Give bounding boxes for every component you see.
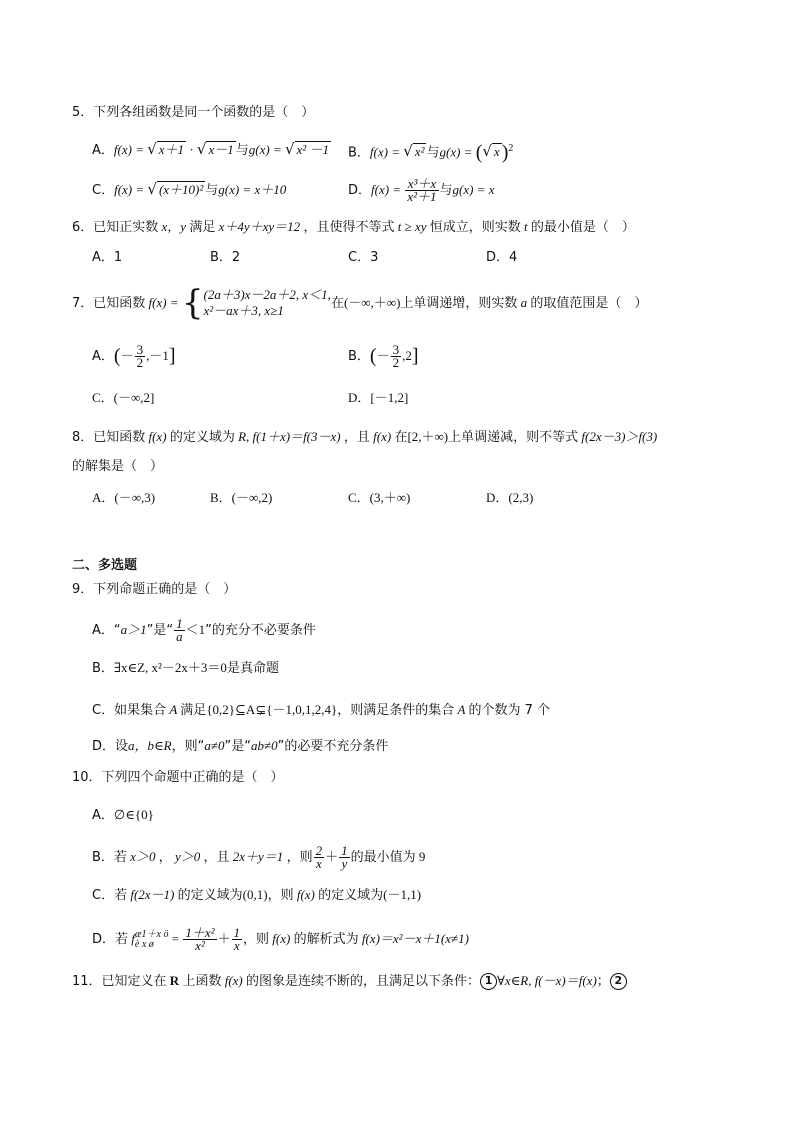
section-heading: 二、多选题 <box>72 558 138 573</box>
q10-option-a[interactable]: A．∅∈{0} <box>92 807 154 823</box>
q11-stem: 11．已知定义在 R 上函数 f(x) 的图象是连续不断的，且满足以下条件： 1 ∀x∈R, f(－x)＝f(x)； 2 <box>72 972 627 991</box>
sqrt-symbol: √ x＋1 <box>147 140 185 158</box>
piecewise-brace: { (2a＋3)x－2a＋2, x＜1, x²－ax＋3, x≥1 <box>181 283 331 323</box>
q9-stem: 9．下列命题正确的是（ ） <box>72 582 237 597</box>
q8-option-c[interactable]: C．(3,＋∞) <box>348 490 411 505</box>
q10-option-d[interactable]: D．若 fæ1＋x ö è x ø = $\frac{\text{1＋x²}}{\text{x²}}$ ＋ $\frac{1}{x}$ ，则 f(x) 的解析式为 f(x)＝x²－x＋1(x≠1) <box>92 925 469 953</box>
q5-option-a[interactable]: A．f(x) = √ x＋1 · √ x－1 与g(x) = √ x² －1 <box>92 140 329 158</box>
circled-number-1: 1 <box>480 973 497 990</box>
q7-option-d[interactable]: D．[－1,2] <box>348 390 409 405</box>
q5-stem: 5．下列各组函数是同一个函数的是（ ） <box>72 105 315 120</box>
q10-option-b[interactable]: B．若 x＞0 ， y＞0 ，且 2x＋y＝1 ，则 $\frac{2}{x}$ ＋ $\frac{1}{y}$ 的最小值为 9 <box>92 843 426 871</box>
q10-stem: 10．下列四个命题中正确的是（ ） <box>72 770 284 785</box>
q5-option-b[interactable]: B．f(x) = √ x² 与g(x) = (√ x )$^2$ <box>348 141 514 164</box>
q9-option-c[interactable]: C．如果集合 A 满足{0,2}⊆A⊊{－1,0,1,2,4}，则满足条件的集合 A 的个数为 7 个 <box>92 702 550 718</box>
circled-number-2: 2 <box>610 973 627 990</box>
q7-option-b[interactable]: B．(－ $\frac{3}{2}$ ,2] <box>348 342 419 370</box>
q9-option-d[interactable]: D．设a，b∈R，则“a≠0”是“ab≠0”的必要不充分条件 <box>92 738 389 754</box>
q10-option-c[interactable]: C．若 f(2x－1) 的定义域为(0,1)，则 f(x) 的定义域为(－1,1) <box>92 887 422 903</box>
q5-option-c[interactable]: C．f(x) = √ (x＋10)² 与g(x) = x＋10 <box>92 180 287 198</box>
q8-option-b[interactable]: B．(－∞,2) <box>210 490 273 505</box>
q8-stem-continued: 的解集是（ ） <box>72 459 164 474</box>
q6-option-d[interactable]: D．4 <box>486 250 518 265</box>
q8-option-d[interactable]: D．(2,3) <box>486 490 534 505</box>
q6-option-c[interactable]: C．3 <box>348 250 379 265</box>
q9-option-b[interactable]: B．∃x∈Z, x²－2x＋3＝0是真命题 <box>92 660 279 676</box>
q7-option-a[interactable]: A．(－ $\frac{3}{2}$ ,－1] <box>92 342 176 370</box>
q9-option-a[interactable]: A．“a＞1”是“ $\frac{1}{a}$ ＜1”的充分不必要条件 <box>92 616 316 644</box>
q7-option-c[interactable]: C．(－∞,2] <box>92 390 155 405</box>
q6-stem: 6．已知正实数 x，y 满足 x＋4y＋xy＝12 ，且使得不等式 t ≥ xy 恒成立，则实数 t 的最小值是（ ） <box>72 219 635 235</box>
q7-stem: 7．已知函数 f(x) = { (2a＋3)x－2a＋2, x＜1, x²－ax＋3, x≥1 在(－∞,＋∞)上单调递增，则实数 a 的取值范围是（ ） <box>72 283 648 323</box>
q5-option-d[interactable]: D．f(x) = $\frac{\text{x³＋x}}{\text{x²＋1}}$ 与g(x) = x <box>348 176 495 204</box>
q6-option-a[interactable]: A．1 <box>92 250 123 265</box>
q8-option-a[interactable]: A．(－∞,3) <box>92 490 156 505</box>
q6-option-b[interactable]: B．2 <box>210 250 241 265</box>
q8-stem: 8．已知函数 f(x) 的定义域为 R, f(1＋x)＝f(3－x) ，且 f(x) 在[2,＋∞)上单调递减，则不等式 f(2x－3)＞f(3) <box>72 429 658 445</box>
